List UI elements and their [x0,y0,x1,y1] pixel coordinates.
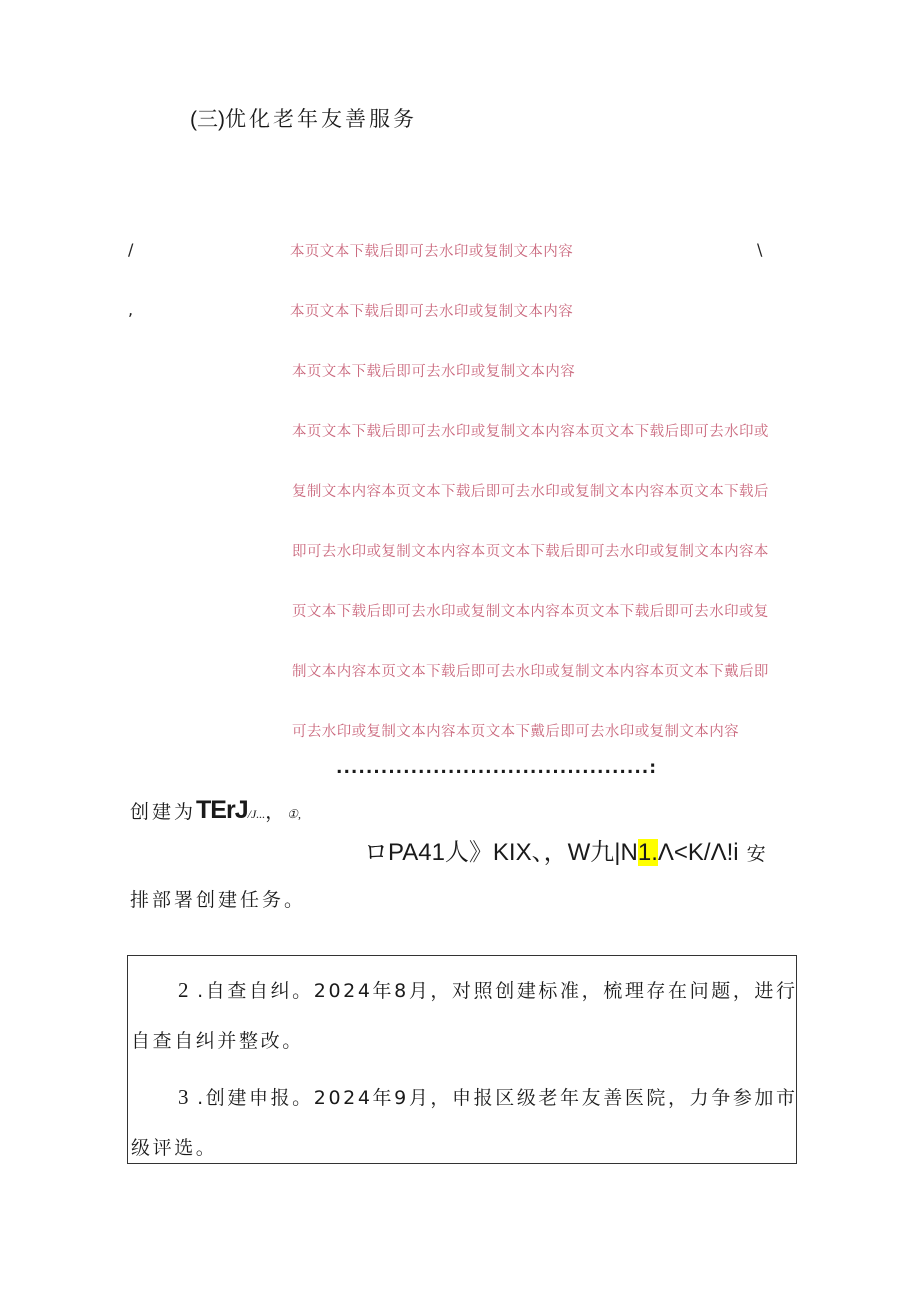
stray-backslash-mark: \ [757,240,763,259]
item-text: .创建申报。2024年9月，申报区级老年友善医院，力争参加市 [188,1087,798,1109]
item-3-line-1 [178,1083,798,1110]
watermark-line: 本页文本下载后即可去水印或复制文本内容 [292,364,576,380]
garbled-part-b: Λ<K/Λ!i [657,839,739,866]
garbled-mid: ， [265,801,288,823]
heading-number: (三) [190,108,225,131]
watermark-line: 页文本下载后即可去水印或复制文本内容本页文本下载后即可去水印或复 [292,604,769,620]
heading-text: 优化老年友善服务 [225,107,417,131]
item-number: 2 [178,978,189,1002]
watermark-line: 可去水印或复制文本内容本页文本下戴后即可去水印或复制文本内容 [292,724,739,740]
watermark-line: 本页文本下载后即可去水印或复制文本内容本页文本下载后即可去水印或 [292,424,769,440]
body-line: 排部署创建任务。 [130,889,307,911]
watermark-line: 制文本内容本页文本下载后即可去水印或复制文本内容本页文本下戴后即 [292,664,769,680]
garbled-tail: ①,   [287,807,314,821]
item-number: 3 [178,1085,189,1109]
stray-comma-mark: , [128,300,134,319]
garbled-text-line-1 [130,796,313,825]
item-3-line-2: 级评选。 [131,1137,218,1159]
watermark-line: 复制文本内容本页文本下载后即可去水印或复制文本内容本页文本下载后 [292,484,769,500]
watermark-line: 即可去水印或复制文本内容本页文本下载后即可去水印或复制文本内容本 [292,544,769,560]
watermark-line: 本页文本下载后即可去水印或复制文本内容 [290,244,574,260]
garbled-part-a: ロPA41人》KIX、，W九|N [364,839,638,866]
stray-slash-mark: / [128,240,134,259]
section-heading [190,103,417,133]
watermark-line: 本页文本下载后即可去水印或复制文本内容 [290,304,574,320]
garbled-small: /J... [247,807,266,821]
highlighted-fragment: 1. [637,839,658,866]
garbled-text-line-2 [364,832,768,867]
item-text: .自查自纠。2024年8月，对照创建标准，梳理存在问题，进行 [188,980,798,1002]
garbled-part-c: 安 [738,843,768,865]
dotted-separator: ..........................................: [336,758,658,778]
bordered-text-box [127,955,797,1164]
garbled-big: TErJ [196,796,248,824]
item-2-line-2: 自查自纠并整改。 [131,1030,304,1052]
item-2-line-1 [178,976,798,1003]
garbled-prefix: 创建为 [130,801,197,823]
